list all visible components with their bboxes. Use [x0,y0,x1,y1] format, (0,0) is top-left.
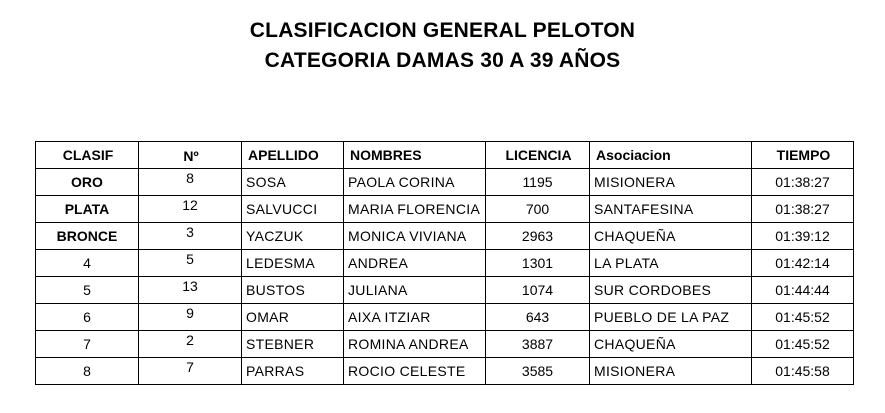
table-row [36,169,854,196]
cell-apellido: SALVUCCI [242,196,344,223]
results-table [35,141,854,385]
header-nombres: NOMBRES [344,142,486,169]
cell-asociacion: CHAQUEÑA [590,223,752,250]
cell-nombres: ROMINA ANDREA [344,331,486,358]
cell-tiempo: 01:44:44 [752,277,854,304]
cell-num: 3 [139,223,242,250]
table-row [36,250,854,277]
cell-nombres: JULIANA [344,277,486,304]
cell-nombres: ANDREA [344,250,486,277]
cell-asociacion: MISIONERA [590,358,752,385]
cell-tiempo: 01:38:27 [752,169,854,196]
header-clasif: CLASIF [36,142,139,169]
cell-apellido: YACZUK [242,223,344,250]
cell-num: 7 [139,358,242,385]
cell-apellido: STEBNER [242,331,344,358]
cell-nombres: MARIA FLORENCIA [344,196,486,223]
cell-num: 12 [139,196,242,223]
cell-licencia: 1195 [486,169,590,196]
cell-nombres: ROCIO CELESTE [344,358,486,385]
cell-asociacion: SANTAFESINA [590,196,752,223]
cell-asociacion: MISIONERA [590,169,752,196]
table-row [36,277,854,304]
cell-tiempo: 01:42:14 [752,250,854,277]
cell-clasif: ORO [36,169,139,196]
cell-num: 8 [139,169,242,196]
cell-licencia: 2963 [486,223,590,250]
table-row [36,331,854,358]
cell-licencia: 700 [486,196,590,223]
cell-apellido: SOSA [242,169,344,196]
table-row [36,358,854,385]
cell-asociacion: SUR CORDOBES [590,277,752,304]
cell-tiempo: 01:45:52 [752,331,854,358]
cell-tiempo: 01:45:52 [752,304,854,331]
cell-apellido: LEDESMA [242,250,344,277]
cell-asociacion: CHAQUEÑA [590,331,752,358]
cell-licencia: 3887 [486,331,590,358]
header-licencia: LICENCIA [486,142,590,169]
cell-tiempo: 01:45:58 [752,358,854,385]
header-num: Nº [139,142,242,169]
header-row [36,142,854,169]
cell-licencia: 643 [486,304,590,331]
cell-apellido: BUSTOS [242,277,344,304]
cell-licencia: 1074 [486,277,590,304]
table-row [36,304,854,331]
cell-clasif: 5 [36,277,139,304]
header-apellido: APELLIDO [242,142,344,169]
header-asociacion: Asociacion [590,142,752,169]
cell-num: 5 [139,250,242,277]
title-line-2: CATEGORIA DAMAS 30 A 39 AÑOS [264,49,621,72]
document-title [0,16,885,76]
cell-clasif: 4 [36,250,139,277]
cell-clasif: 6 [36,304,139,331]
header-tiempo: TIEMPO [752,142,854,169]
cell-clasif: 8 [36,358,139,385]
cell-clasif: BRONCE [36,223,139,250]
cell-licencia: 3585 [486,358,590,385]
table-row [36,223,854,250]
cell-tiempo: 01:39:12 [752,223,854,250]
cell-num: 2 [139,331,242,358]
title-line-1: CLASIFICACION GENERAL PELOTON [249,19,636,42]
cell-apellido: PARRAS [242,358,344,385]
cell-tiempo: 01:38:27 [752,196,854,223]
cell-asociacion: LA PLATA [590,250,752,277]
cell-clasif: 7 [36,331,139,358]
cell-asociacion: PUEBLO DE LA PAZ [590,304,752,331]
cell-nombres: PAOLA CORINA [344,169,486,196]
cell-num: 13 [139,277,242,304]
table-row [36,196,854,223]
cell-apellido: OMAR [242,304,344,331]
cell-num: 9 [139,304,242,331]
cell-nombres: AIXA ITZIAR [344,304,486,331]
cell-clasif: PLATA [36,196,139,223]
cell-licencia: 1301 [486,250,590,277]
cell-nombres: MONICA VIVIANA [344,223,486,250]
